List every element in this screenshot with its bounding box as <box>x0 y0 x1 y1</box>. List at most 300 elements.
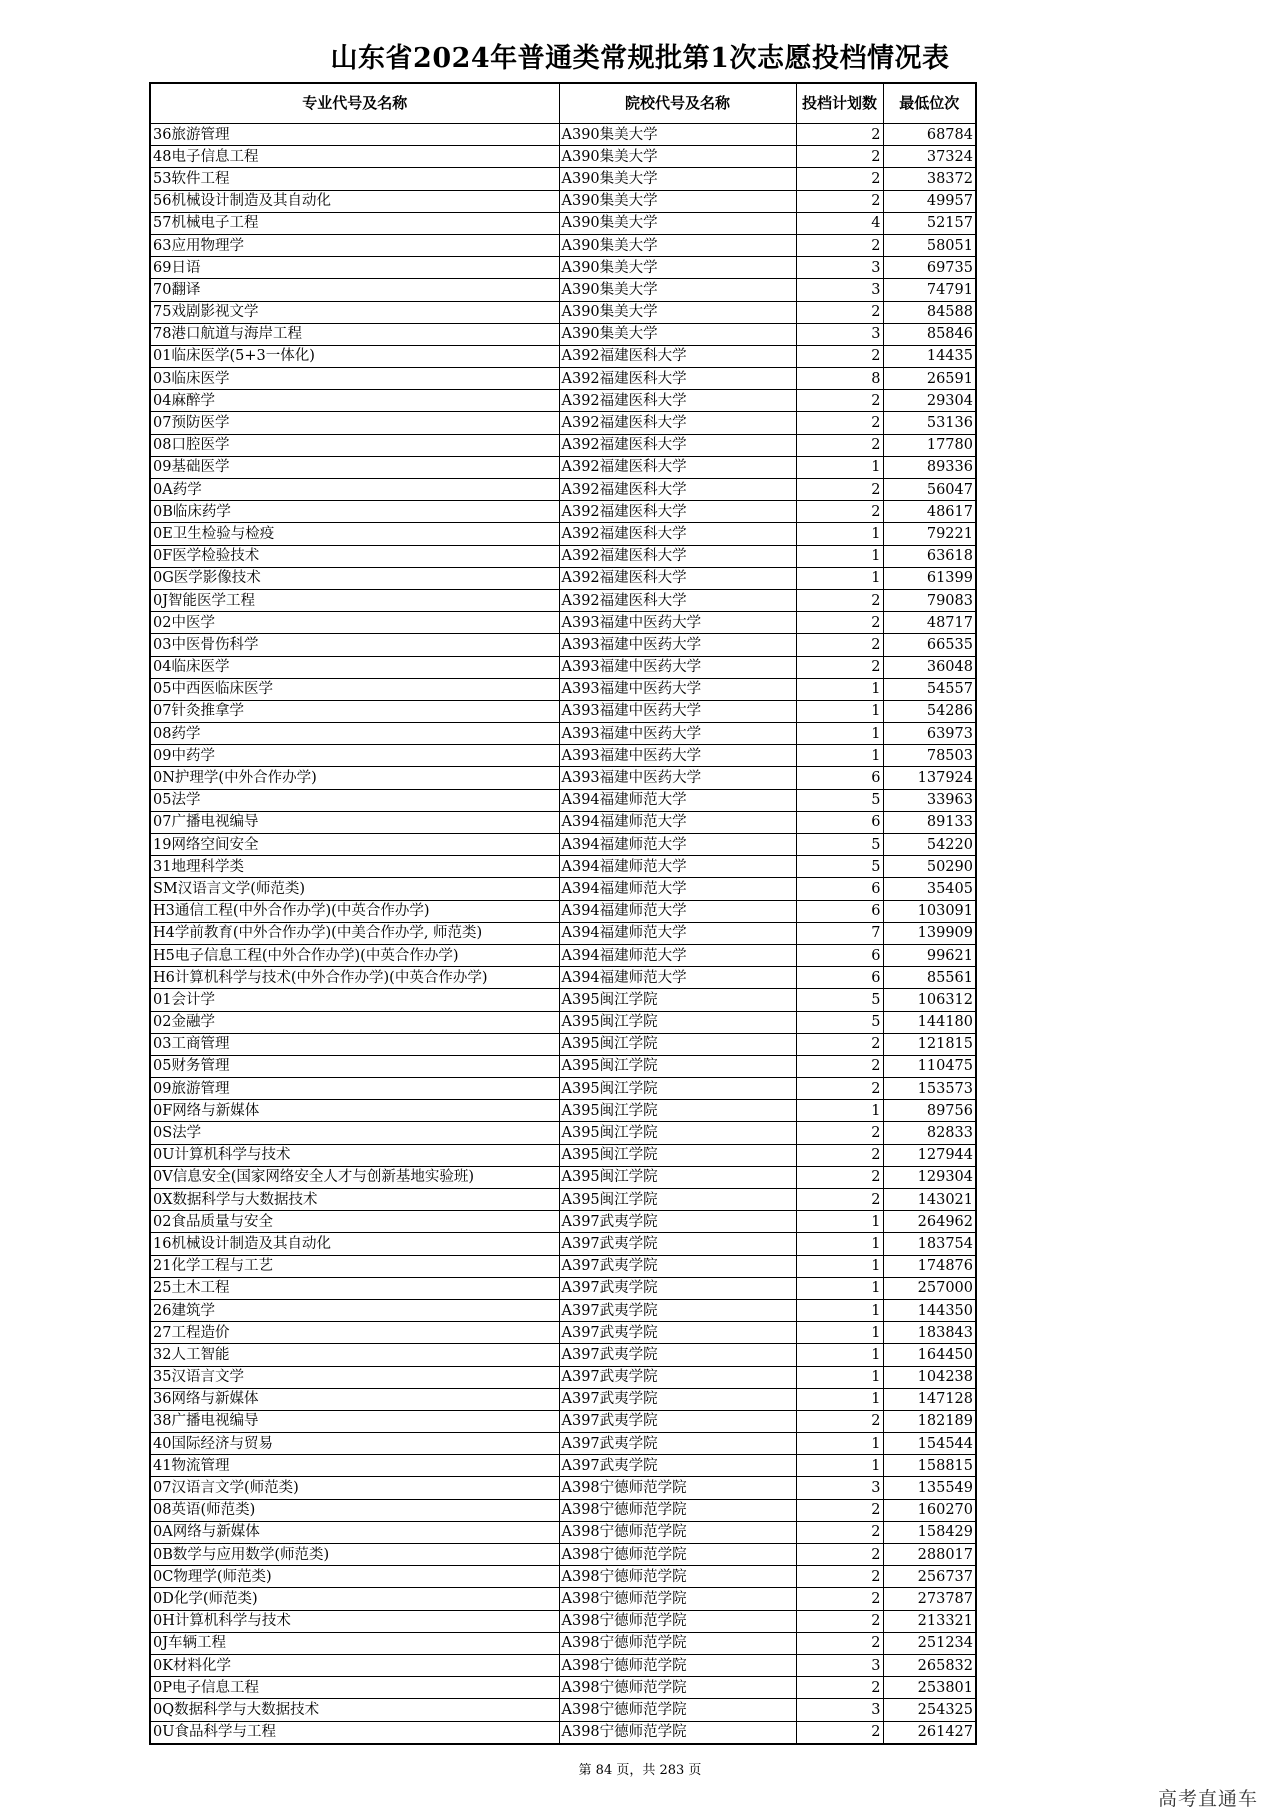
table-row <box>150 767 976 789</box>
table-row <box>150 545 976 567</box>
header-min-rank: 最低位次 <box>883 83 976 124</box>
cell-major: 0A网络与新媒体 <box>150 1521 559 1543</box>
cell-major: 41物流管理 <box>150 1455 559 1477</box>
cell-major: 0D化学(师范类) <box>150 1588 559 1610</box>
cell-plan-count: 7 <box>796 922 883 944</box>
page-title: 山东省2024年普通类常规批第1次志愿投档情况表 <box>330 43 950 74</box>
cell-plan-count: 2 <box>796 1055 883 1077</box>
cell-school: A397武夷学院 <box>559 1277 796 1299</box>
table-row <box>150 1189 976 1211</box>
table-row <box>150 1699 976 1721</box>
cell-school: A390集美大学 <box>559 146 796 168</box>
cell-major: 0J智能医学工程 <box>150 589 559 611</box>
cell-major: 01会计学 <box>150 989 559 1011</box>
cell-min-rank: 147128 <box>883 1388 976 1410</box>
cell-school: A398宁德师范学院 <box>559 1632 796 1654</box>
cell-school: A394福建师范大学 <box>559 856 796 878</box>
cell-school: A390集美大学 <box>559 279 796 301</box>
cell-major: 03临床医学 <box>150 368 559 390</box>
cell-min-rank: 127944 <box>883 1144 976 1166</box>
cell-plan-count: 3 <box>796 279 883 301</box>
cell-plan-count: 1 <box>796 567 883 589</box>
cell-plan-count: 1 <box>796 1366 883 1388</box>
cell-plan-count: 1 <box>796 523 883 545</box>
cell-min-rank: 38372 <box>883 168 976 190</box>
table-row <box>150 1122 976 1144</box>
cell-plan-count: 3 <box>796 323 883 345</box>
cell-school: A393福建中医药大学 <box>559 700 796 722</box>
table-row <box>150 1233 976 1255</box>
cell-plan-count: 5 <box>796 834 883 856</box>
table-row <box>150 944 976 966</box>
cell-min-rank: 54557 <box>883 678 976 700</box>
cell-plan-count: 1 <box>796 678 883 700</box>
cell-plan-count: 2 <box>796 234 883 256</box>
table-row <box>150 656 976 678</box>
cell-major: 56机械设计制造及其自动化 <box>150 190 559 212</box>
cell-major: 36旅游管理 <box>150 124 559 146</box>
cell-plan-count: 3 <box>796 1654 883 1676</box>
table-row <box>150 434 976 456</box>
table-row <box>150 567 976 589</box>
cell-plan-count: 2 <box>796 1544 883 1566</box>
cell-school: A392福建医科大学 <box>559 479 796 501</box>
cell-school: A397武夷学院 <box>559 1322 796 1344</box>
cell-major: 57机械电子工程 <box>150 212 559 234</box>
table-row <box>150 1366 976 1388</box>
cell-school: A395闽江学院 <box>559 1100 796 1122</box>
cell-min-rank: 89336 <box>883 456 976 478</box>
cell-min-rank: 66535 <box>883 634 976 656</box>
cell-major: 32人工智能 <box>150 1344 559 1366</box>
cell-min-rank: 48717 <box>883 612 976 634</box>
cell-major: 05法学 <box>150 789 559 811</box>
table-row <box>150 612 976 634</box>
table-row <box>150 1166 976 1188</box>
cell-school: A397武夷学院 <box>559 1366 796 1388</box>
cell-min-rank: 26591 <box>883 368 976 390</box>
cell-major: 26建筑学 <box>150 1299 559 1321</box>
cell-major: 0J车辆工程 <box>150 1632 559 1654</box>
cell-major: 27工程造价 <box>150 1322 559 1344</box>
table-body <box>150 124 976 1744</box>
cell-school: A397武夷学院 <box>559 1255 796 1277</box>
cell-major: 0B数学与应用数学(师范类) <box>150 1544 559 1566</box>
cell-major: 0Q数据科学与大数据技术 <box>150 1699 559 1721</box>
table-row <box>150 368 976 390</box>
cell-plan-count: 2 <box>796 612 883 634</box>
cell-plan-count: 2 <box>796 434 883 456</box>
table-row <box>150 1521 976 1543</box>
cell-major: 40国际经济与贸易 <box>150 1433 559 1455</box>
cell-major: H5电子信息工程(中外合作办学)(中英合作办学) <box>150 944 559 966</box>
cell-min-rank: 84588 <box>883 301 976 323</box>
table-row <box>150 479 976 501</box>
table-row <box>150 1100 976 1122</box>
cell-plan-count: 1 <box>796 1433 883 1455</box>
cell-school: A393福建中医药大学 <box>559 723 796 745</box>
cell-school: A393福建中医药大学 <box>559 634 796 656</box>
table-row <box>150 301 976 323</box>
cell-min-rank: 110475 <box>883 1055 976 1077</box>
cell-min-rank: 256737 <box>883 1566 976 1588</box>
cell-school: A394福建师范大学 <box>559 811 796 833</box>
cell-school: A392福建医科大学 <box>559 456 796 478</box>
cell-min-rank: 154544 <box>883 1433 976 1455</box>
cell-plan-count: 2 <box>796 1677 883 1699</box>
page-number: 第 84 页，共 283 页 <box>578 1763 702 1778</box>
cell-plan-count: 2 <box>796 168 883 190</box>
cell-plan-count: 1 <box>796 1322 883 1344</box>
cell-school: A395闽江学院 <box>559 1055 796 1077</box>
cell-plan-count: 2 <box>796 634 883 656</box>
cell-plan-count: 2 <box>796 1632 883 1654</box>
cell-plan-count: 6 <box>796 811 883 833</box>
cell-school: A390集美大学 <box>559 212 796 234</box>
cell-major: 69日语 <box>150 257 559 279</box>
cell-school: A390集美大学 <box>559 257 796 279</box>
table-row <box>150 1055 976 1077</box>
cell-min-rank: 174876 <box>883 1255 976 1277</box>
cell-major: 05财务管理 <box>150 1055 559 1077</box>
table-row <box>150 1033 976 1055</box>
cell-major: 02食品质量与安全 <box>150 1211 559 1233</box>
cell-school: A395闽江学院 <box>559 1033 796 1055</box>
table-row <box>150 390 976 412</box>
cell-school: A394福建师范大学 <box>559 900 796 922</box>
cell-min-rank: 288017 <box>883 1544 976 1566</box>
cell-plan-count: 1 <box>796 723 883 745</box>
table-row <box>150 700 976 722</box>
cell-school: A393福建中医药大学 <box>559 767 796 789</box>
cell-school: A392福建医科大学 <box>559 545 796 567</box>
cell-plan-count: 2 <box>796 301 883 323</box>
table-row <box>150 1388 976 1410</box>
cell-school: A398宁德师范学院 <box>559 1699 796 1721</box>
table-row <box>150 1011 976 1033</box>
cell-major: 16机械设计制造及其自动化 <box>150 1233 559 1255</box>
cell-major: 0C物理学(师范类) <box>150 1566 559 1588</box>
cell-plan-count: 5 <box>796 1011 883 1033</box>
cell-plan-count: 1 <box>796 1100 883 1122</box>
cell-school: A392福建医科大学 <box>559 345 796 367</box>
cell-min-rank: 89756 <box>883 1100 976 1122</box>
cell-major: 78港口航道与海岸工程 <box>150 323 559 345</box>
table-row <box>150 1677 976 1699</box>
cell-school: A393福建中医药大学 <box>559 678 796 700</box>
cell-major: 21化学工程与工艺 <box>150 1255 559 1277</box>
cell-major: 09中药学 <box>150 745 559 767</box>
cell-school: A394福建师范大学 <box>559 878 796 900</box>
cell-min-rank: 85561 <box>883 967 976 989</box>
cell-school: A395闽江学院 <box>559 989 796 1011</box>
cell-plan-count: 2 <box>796 501 883 523</box>
cell-school: A397武夷学院 <box>559 1410 796 1432</box>
cell-min-rank: 69735 <box>883 257 976 279</box>
cell-major: 03中医骨伤科学 <box>150 634 559 656</box>
cell-min-rank: 29304 <box>883 390 976 412</box>
cell-min-rank: 37324 <box>883 146 976 168</box>
cell-plan-count: 6 <box>796 967 883 989</box>
table-row <box>150 1255 976 1277</box>
cell-plan-count: 2 <box>796 412 883 434</box>
cell-min-rank: 56047 <box>883 479 976 501</box>
cell-min-rank: 137924 <box>883 767 976 789</box>
cell-min-rank: 79221 <box>883 523 976 545</box>
cell-min-rank: 54220 <box>883 834 976 856</box>
cell-major: 0H计算机科学与技术 <box>150 1610 559 1632</box>
cell-min-rank: 17780 <box>883 434 976 456</box>
cell-plan-count: 1 <box>796 1255 883 1277</box>
cell-min-rank: 49957 <box>883 190 976 212</box>
cell-min-rank: 106312 <box>883 989 976 1011</box>
cell-major: 0F网络与新媒体 <box>150 1100 559 1122</box>
cell-major: 0B临床药学 <box>150 501 559 523</box>
table-row <box>150 811 976 833</box>
table-row <box>150 634 976 656</box>
cell-plan-count: 1 <box>796 1388 883 1410</box>
cell-plan-count: 2 <box>796 1566 883 1588</box>
cell-major: 0P电子信息工程 <box>150 1677 559 1699</box>
table-row <box>150 523 976 545</box>
table-row <box>150 1721 976 1744</box>
table-row <box>150 501 976 523</box>
cell-min-rank: 63618 <box>883 545 976 567</box>
table-row <box>150 856 976 878</box>
table-row <box>150 212 976 234</box>
cell-school: A392福建医科大学 <box>559 412 796 434</box>
cell-min-rank: 160270 <box>883 1499 976 1521</box>
cell-school: A393福建中医药大学 <box>559 745 796 767</box>
cell-min-rank: 143021 <box>883 1189 976 1211</box>
cell-min-rank: 79083 <box>883 589 976 611</box>
cell-plan-count: 1 <box>796 1277 883 1299</box>
cell-major: 53软件工程 <box>150 168 559 190</box>
table-row <box>150 1078 976 1100</box>
cell-plan-count: 1 <box>796 1344 883 1366</box>
cell-major: 0F医学检验技术 <box>150 545 559 567</box>
table-row <box>150 723 976 745</box>
cell-school: A394福建师范大学 <box>559 789 796 811</box>
cell-min-rank: 135549 <box>883 1477 976 1499</box>
cell-min-rank: 261427 <box>883 1721 976 1744</box>
table-row <box>150 1144 976 1166</box>
cell-school: A390集美大学 <box>559 190 796 212</box>
cell-major: 31地理科学类 <box>150 856 559 878</box>
cell-min-rank: 121815 <box>883 1033 976 1055</box>
cell-min-rank: 54286 <box>883 700 976 722</box>
cell-school: A390集美大学 <box>559 168 796 190</box>
cell-plan-count: 1 <box>796 700 883 722</box>
cell-min-rank: 35405 <box>883 878 976 900</box>
cell-min-rank: 144350 <box>883 1299 976 1321</box>
cell-major: 08药学 <box>150 723 559 745</box>
cell-school: A398宁德师范学院 <box>559 1721 796 1744</box>
cell-plan-count: 1 <box>796 745 883 767</box>
header-major: 专业代号及名称 <box>150 83 559 124</box>
cell-school: A397武夷学院 <box>559 1211 796 1233</box>
cell-major: 0K材料化学 <box>150 1654 559 1676</box>
cell-school: A397武夷学院 <box>559 1455 796 1477</box>
table-row <box>150 1211 976 1233</box>
cell-plan-count: 1 <box>796 456 883 478</box>
cell-major: 25土木工程 <box>150 1277 559 1299</box>
cell-min-rank: 103091 <box>883 900 976 922</box>
cell-plan-count: 2 <box>796 1610 883 1632</box>
cell-plan-count: 1 <box>796 1299 883 1321</box>
cell-min-rank: 164450 <box>883 1344 976 1366</box>
cell-plan-count: 2 <box>796 1410 883 1432</box>
cell-school: A395闽江学院 <box>559 1166 796 1188</box>
cell-major: H4学前教育(中外合作办学)(中美合作办学, 师范类) <box>150 922 559 944</box>
table-row <box>150 1322 976 1344</box>
cell-major: 07广播电视编导 <box>150 811 559 833</box>
cell-major: H3通信工程(中外合作办学)(中英合作办学) <box>150 900 559 922</box>
table-row <box>150 1544 976 1566</box>
cell-min-rank: 48617 <box>883 501 976 523</box>
cell-min-rank: 257000 <box>883 1277 976 1299</box>
cell-school: A398宁德师范学院 <box>559 1610 796 1632</box>
cell-school: A397武夷学院 <box>559 1388 796 1410</box>
cell-min-rank: 144180 <box>883 1011 976 1033</box>
cell-plan-count: 1 <box>796 1233 883 1255</box>
cell-school: A394福建师范大学 <box>559 944 796 966</box>
cell-major: 09基础医学 <box>150 456 559 478</box>
table-row <box>150 1499 976 1521</box>
table-row <box>150 834 976 856</box>
cell-school: A392福建医科大学 <box>559 501 796 523</box>
cell-min-rank: 251234 <box>883 1632 976 1654</box>
cell-major: 07预防医学 <box>150 412 559 434</box>
cell-major: H6计算机科学与技术(中外合作办学)(中英合作办学) <box>150 967 559 989</box>
cell-school: A394福建师范大学 <box>559 922 796 944</box>
cell-min-rank: 14435 <box>883 345 976 367</box>
cell-plan-count: 2 <box>796 390 883 412</box>
cell-plan-count: 2 <box>796 146 883 168</box>
table-row <box>150 345 976 367</box>
cell-min-rank: 63973 <box>883 723 976 745</box>
watermark-text: 高考直通车 <box>1157 1788 1258 1810</box>
cell-major: 02金融学 <box>150 1011 559 1033</box>
cell-school: A394福建师范大学 <box>559 834 796 856</box>
table-row <box>150 1277 976 1299</box>
cell-major: 01临床医学(5+3一体化) <box>150 345 559 367</box>
cell-plan-count: 1 <box>796 545 883 567</box>
cell-min-rank: 265832 <box>883 1654 976 1676</box>
cell-plan-count: 2 <box>796 1521 883 1543</box>
cell-min-rank: 254325 <box>883 1699 976 1721</box>
table-row <box>150 589 976 611</box>
cell-school: A393福建中医药大学 <box>559 656 796 678</box>
cell-major: 0A药学 <box>150 479 559 501</box>
cell-min-rank: 50290 <box>883 856 976 878</box>
cell-min-rank: 264962 <box>883 1211 976 1233</box>
cell-school: A392福建医科大学 <box>559 368 796 390</box>
cell-school: A392福建医科大学 <box>559 434 796 456</box>
table-row <box>150 1588 976 1610</box>
table-row <box>150 967 976 989</box>
table-row <box>150 190 976 212</box>
cell-plan-count: 2 <box>796 1189 883 1211</box>
cell-min-rank: 99621 <box>883 944 976 966</box>
cell-school: A397武夷学院 <box>559 1344 796 1366</box>
cell-school: A398宁德师范学院 <box>559 1677 796 1699</box>
cell-major: 63应用物理学 <box>150 234 559 256</box>
cell-major: 0N护理学(中外合作办学) <box>150 767 559 789</box>
cell-school: A398宁德师范学院 <box>559 1521 796 1543</box>
cell-min-rank: 153573 <box>883 1078 976 1100</box>
cell-plan-count: 2 <box>796 479 883 501</box>
table-row <box>150 900 976 922</box>
table-row <box>150 456 976 478</box>
cell-major: 48电子信息工程 <box>150 146 559 168</box>
table-row <box>150 1610 976 1632</box>
cell-school: A392福建医科大学 <box>559 390 796 412</box>
cell-school: A395闽江学院 <box>559 1122 796 1144</box>
cell-school: A395闽江学院 <box>559 1011 796 1033</box>
table-row <box>150 279 976 301</box>
cell-major: 0U计算机科学与技术 <box>150 1144 559 1166</box>
cell-major: 38广播电视编导 <box>150 1410 559 1432</box>
table-row <box>150 1410 976 1432</box>
table-row <box>150 678 976 700</box>
cell-major: 08英语(师范类) <box>150 1499 559 1521</box>
cell-min-rank: 68784 <box>883 124 976 146</box>
table-row <box>150 1299 976 1321</box>
cell-school: A398宁德师范学院 <box>559 1566 796 1588</box>
cell-min-rank: 183754 <box>883 1233 976 1255</box>
cell-plan-count: 2 <box>796 1588 883 1610</box>
header-plan-count: 投档计划数 <box>796 83 883 124</box>
cell-plan-count: 1 <box>796 1211 883 1233</box>
table-row <box>150 1654 976 1676</box>
cell-min-rank: 52157 <box>883 212 976 234</box>
table-row <box>150 234 976 256</box>
table-row <box>150 1477 976 1499</box>
cell-plan-count: 2 <box>796 124 883 146</box>
cell-major: 36网络与新媒体 <box>150 1388 559 1410</box>
cell-school: A398宁德师范学院 <box>559 1588 796 1610</box>
admission-table <box>149 82 977 1745</box>
cell-major: 0X数据科学与大数据技术 <box>150 1189 559 1211</box>
cell-min-rank: 33963 <box>883 789 976 811</box>
cell-plan-count: 8 <box>796 368 883 390</box>
cell-school: A398宁德师范学院 <box>559 1499 796 1521</box>
table-header-row <box>150 83 976 124</box>
cell-school: A397武夷学院 <box>559 1433 796 1455</box>
cell-school: A397武夷学院 <box>559 1233 796 1255</box>
cell-plan-count: 6 <box>796 767 883 789</box>
cell-major: 07汉语言文学(师范类) <box>150 1477 559 1499</box>
cell-school: A390集美大学 <box>559 234 796 256</box>
table-row <box>150 1433 976 1455</box>
table-row <box>150 124 976 146</box>
cell-min-rank: 273787 <box>883 1588 976 1610</box>
cell-major: 05中西医临床医学 <box>150 678 559 700</box>
cell-school: A392福建医科大学 <box>559 523 796 545</box>
cell-plan-count: 6 <box>796 900 883 922</box>
cell-major: 0E卫生检验与检疫 <box>150 523 559 545</box>
cell-plan-count: 1 <box>796 1455 883 1477</box>
cell-plan-count: 5 <box>796 989 883 1011</box>
cell-school: A390集美大学 <box>559 124 796 146</box>
cell-school: A390集美大学 <box>559 301 796 323</box>
cell-plan-count: 2 <box>796 656 883 678</box>
cell-major: 03工商管理 <box>150 1033 559 1055</box>
cell-major: SM汉语言文学(师范类) <box>150 878 559 900</box>
cell-major: 70翻译 <box>150 279 559 301</box>
cell-major: 19网络空间安全 <box>150 834 559 856</box>
